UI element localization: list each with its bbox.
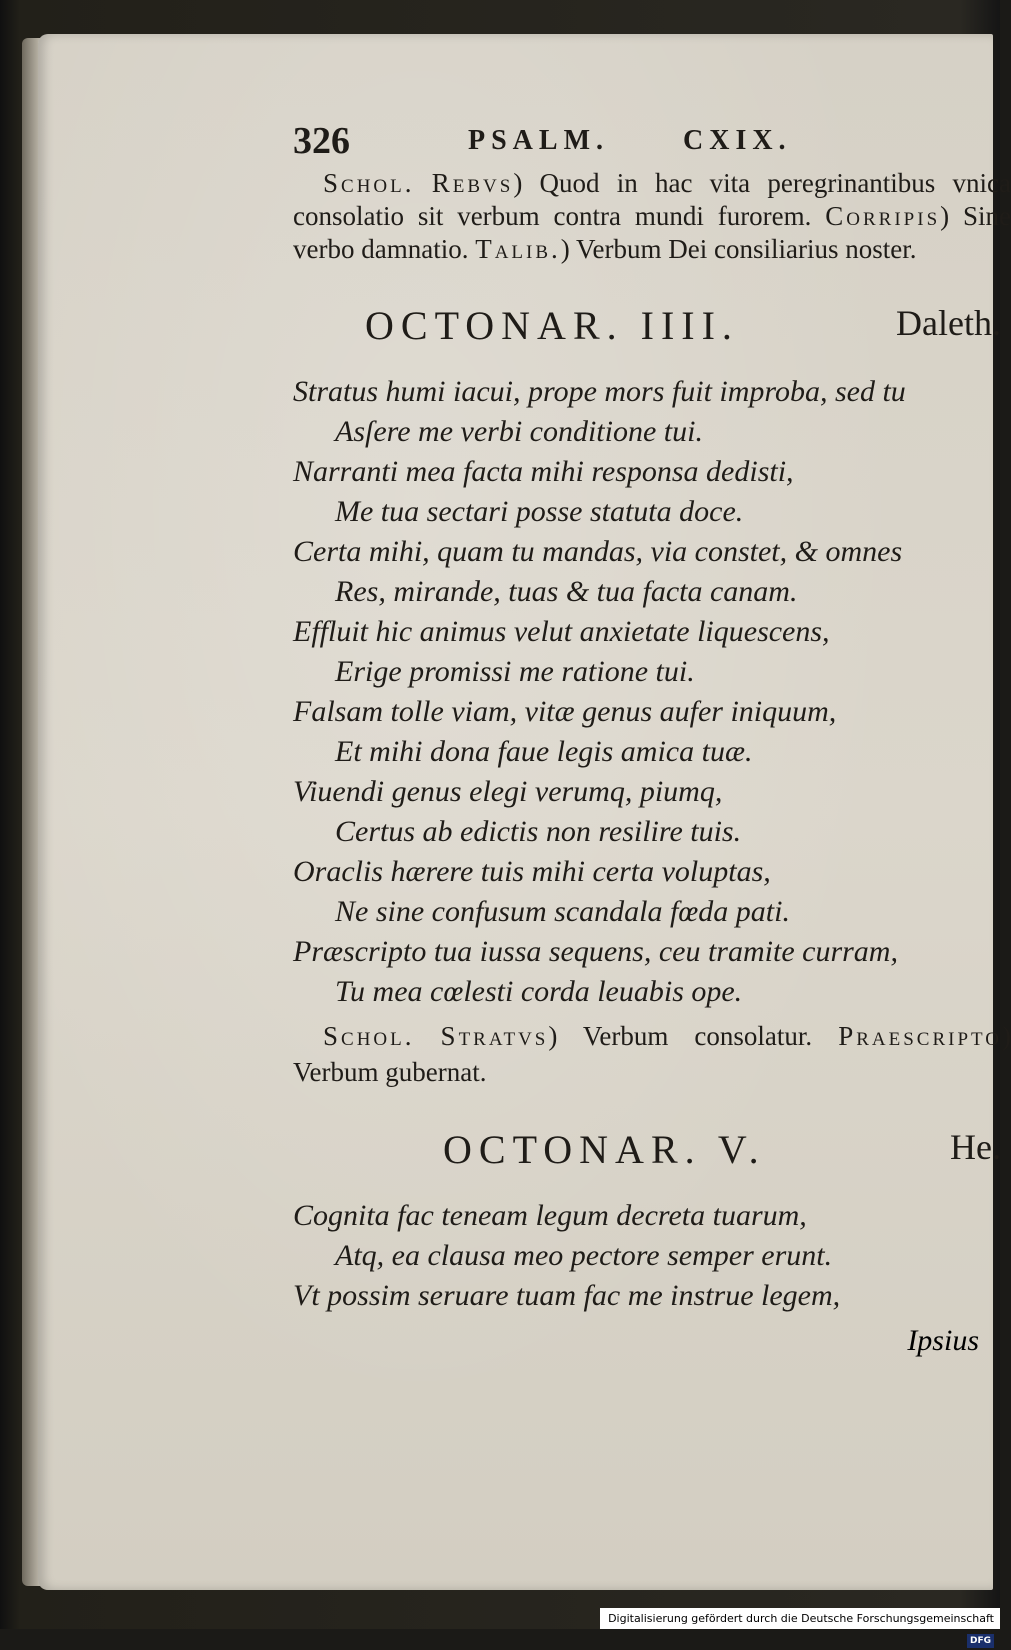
catchword: Ipsius	[907, 1324, 979, 1357]
daleth-scholion	[293, 1018, 1011, 1090]
scholion-keyword: Corripis	[825, 201, 941, 231]
dfg-logo-icon: DFG	[967, 1634, 994, 1648]
verse-line: Falsam tolle viam, vitæ genus aufer iniquum,	[293, 695, 837, 728]
section-letter: Daleth.	[896, 303, 1001, 343]
verse-line: Me tua sectari posse statuta doce.	[335, 495, 744, 528]
scholion-text: ) Verbum gubernat.	[293, 1021, 1011, 1087]
verse-line: Cognita fac teneam legum decreta tuarum,	[293, 1199, 807, 1232]
section-title: OCTONAR. IIII.	[365, 303, 739, 348]
verse-line: Erige promissi me ratione tui.	[335, 655, 695, 688]
scholion-label: Schol.	[323, 168, 415, 198]
digitization-footer	[600, 1608, 1000, 1646]
page-number: 326	[293, 120, 350, 162]
scholion-text: ) Quod in hac vita peregrinantibus vnica consolatio sit verbum contra mundi furorem.	[293, 168, 1011, 231]
verse-line: Vt possim seruare tuam fac me instrue legem,	[293, 1279, 841, 1312]
verse-line: Certa mihi, quam tu mandas, via constet, & omnes	[293, 535, 903, 568]
footer-text: Digitalisierung gefördert durch die Deutsche Forschungsgemeinschaft	[608, 1612, 994, 1625]
book-page	[38, 34, 1011, 1590]
verse-line: Asſere me verbi conditione tui.	[335, 415, 703, 448]
verse-line: Tu mea cœlesti corda leuabis ope.	[335, 975, 743, 1008]
verse-line: Stratus humi iacui, prope mors fuit improba, sed tu	[293, 375, 906, 408]
section-heading-daleth	[293, 302, 1011, 362]
running-numeral: CXIX.	[683, 125, 792, 156]
scholion-keyword: Stratvs	[440, 1021, 549, 1051]
running-head	[293, 119, 1011, 167]
verse-line: Narranti mea facta mihi responsa dedisti,	[293, 455, 794, 488]
section-title: OCTONAR. V.	[443, 1127, 766, 1172]
verse-line: Effluit hic animus velut anxietate liquescens,	[293, 615, 830, 648]
verse-line: Et mihi dona faue legis amica tuæ.	[335, 735, 753, 768]
scholion-text: ) Sine verbo damnatio.	[293, 201, 1011, 264]
page-content	[293, 119, 1011, 1316]
verse-line: Viuendi genus elegi verumq, piumq,	[293, 775, 723, 808]
scholion-text: ) Verbum consolatur.	[548, 1021, 813, 1051]
section-letter: He.	[950, 1127, 1001, 1167]
scholion-label: Schol.	[323, 1021, 415, 1051]
scholion-keyword: Talib.	[475, 234, 561, 264]
verse-line: Præscripto tua iussa sequens, ceu tramite curram,	[293, 935, 898, 968]
scholion-keyword: Praescripto	[838, 1021, 1003, 1051]
verse-line: Atq, ea clausa meo pectore semper erunt.	[335, 1239, 833, 1272]
verse-block-he	[293, 1196, 1011, 1316]
verse-line: Oraclis hærere tuis mihi certa voluptas,	[293, 855, 771, 888]
verse-line: Res, mirande, tuas & tua facta canam.	[335, 575, 798, 608]
intro-scholion	[293, 167, 1011, 266]
verse-line: Certus ab edictis non resilire tuis.	[335, 815, 742, 848]
section-heading-he	[293, 1126, 1011, 1186]
scholion-text: ) Verbum Dei consiliarius noster.	[560, 234, 917, 264]
verse-line: Ne sine confusum scandala fœda pati.	[335, 895, 790, 928]
scholion-keyword: Rebvs	[431, 168, 514, 198]
running-title: PSALM.	[468, 125, 609, 156]
verse-block-daleth	[293, 372, 1011, 1012]
